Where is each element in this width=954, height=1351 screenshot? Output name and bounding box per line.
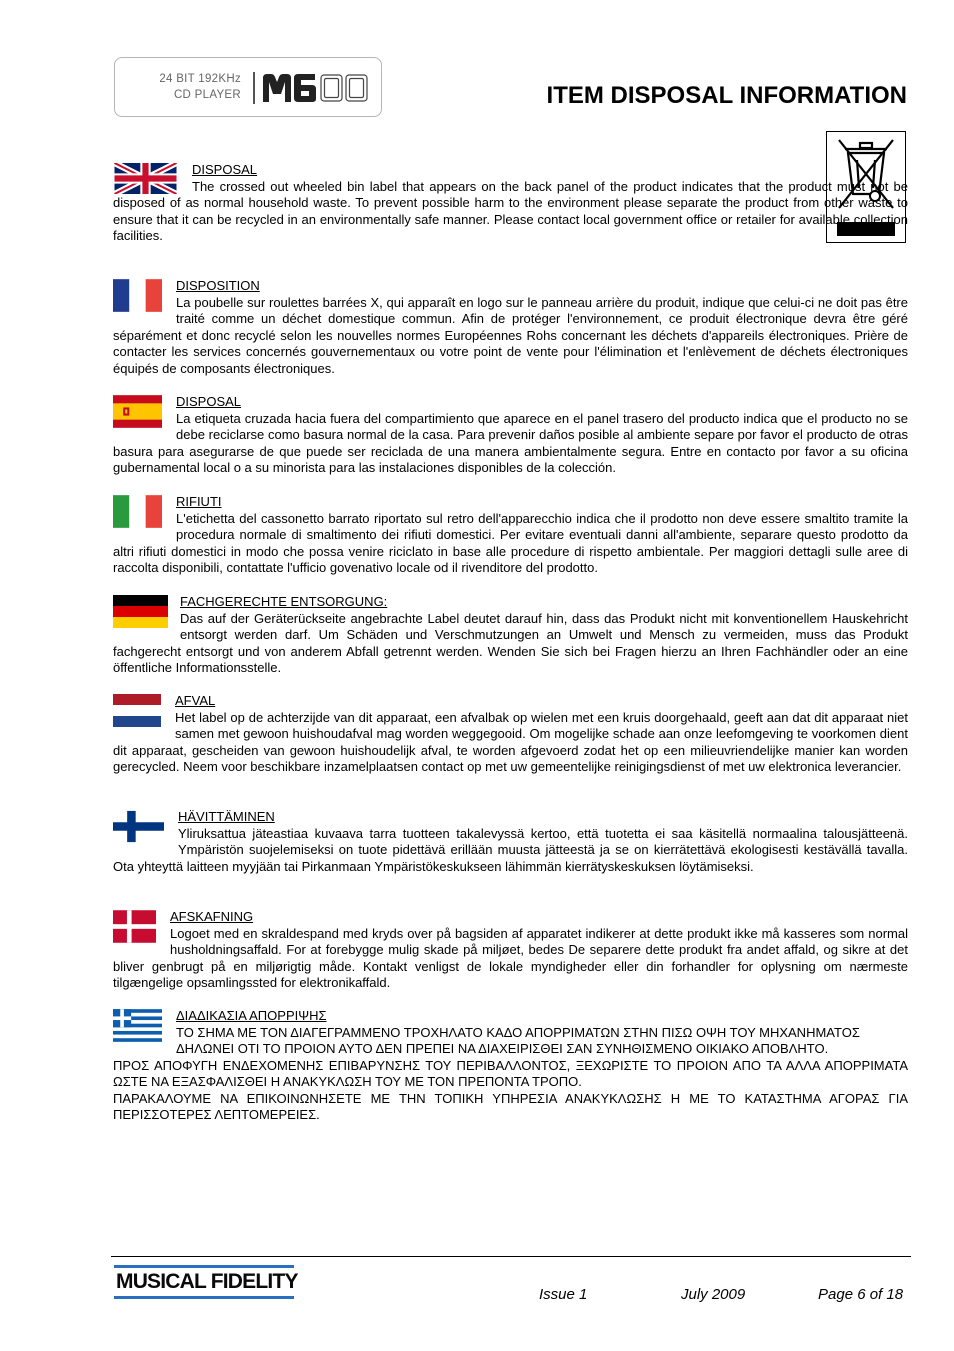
logo-type-line: CD PLAYER: [173, 89, 241, 101]
section-body: Das auf der Geräterückseite angebrachte Label deutet darauf hin, dass das Produkt nicht mit konventionellem Hauskehricht entsorgt werden darf. Um Schäden und Verschmutzungen an Umwelt und Mensch zu vermeiden, muss das Produkt fachgerecht entsorgt und von anderem Abfall getrennt werden. Wenden Sie sich bei Fragen hierzu an Ihren Fachhändler oder an eine öffentliche Informationsstelle.: [113, 610, 908, 675]
footer-date: July 2009: [681, 1286, 746, 1303]
germany-flag-icon: [113, 595, 168, 628]
uk-flag-icon: [113, 163, 178, 194]
section-danish: [113, 909, 908, 992]
section-body: Yliruksattua jäteastiaa kuvaava tarra tuotteen takalevyssä kertoo, että tuotetta ei saa käsitellä normaalina talousjätteenä. Ympäristön suojelemiseksi on tuote pidettävä erillään muusta jätteestä ja se on kierrätettävä ekologisesti kestävällä tavalla. Ota yhteyttä laitteen myyjään tai Pirkanmaan Ympäristökeskukseen lähimmän kierrätyskeskuksen löytämiseksi.: [113, 825, 908, 874]
netherlands-flag-icon: [113, 694, 161, 727]
section-english: [113, 162, 908, 245]
section-body-line: ΔΗΛΩΝΕΙ ΟΤΙ ΤΟ ΠΡΟΙΟΝ ΑΥΤΟ ΔΕΝ ΠΡΕΠΕΙ ΝΑ ΔΙΑΧΕΙΡΙΣΘΕΙ ΣΑΝ ΣΥΝΗΘΙΣΜΕΝΟ ΟΙΚΙΑΚΟ ΑΠΟΒΛΗΤΟ.: [176, 1041, 829, 1056]
page-title: ITEM DISPOSAL INFORMATION: [546, 82, 907, 109]
section-body: Het label op de achterzijde van dit apparaat, een afvalbak op wielen met een kruis doorgehaald, geeft aan dat dit apparaat niet samen met gewoon huishoudafval mag worden weggegooid. Om mogelijke schade aan onze leefomgeving te voorkomen dient dit apparaat, gescheiden van gewoon huishoudelijk afval, te worden afgevoerd zodat het op een milieuvriendelijke manier kan worden gerecycled. Neem voor beschikbare inzamelplaatsen contact op met uw gemeentelijke reinigingsdienst of met uw elektronica leverancier.: [113, 709, 908, 774]
italy-flag-icon: [113, 495, 162, 528]
product-logo: [114, 57, 382, 117]
section-body: The crossed out wheeled bin label that appears on the back panel of the product indicates that the product must not be disposed of as normal household waste. To prevent possible harm to the environment please separate the product from other waste to ensure that it can be recycled in an environmentally safe manner. Please contact local government office or retailer for available collection facilities.: [113, 178, 908, 243]
section-german: [113, 594, 908, 677]
section-heading: ΔΙΑΔΙΚΑΣΙΑ ΑΠΟΡΡΙΨΗΣ: [176, 1008, 327, 1023]
section-greek: [113, 1008, 908, 1124]
section-body-line: ΠΑΡΑΚΑΛΟΥΜΕ ΝΑ ΕΠΙΚΟΙΝΩΝΗΣΕΤΕ ΜΕ ΤΗΝ ΤΟΠΙΚΗ ΥΠΗΡΕΣΙΑ ΑΝΑΚΥΚΛΩΣΗΣ Η ΜΕ ΤΟ ΚΑΤΑΣΤΗΜΑ ΑΓΟΡΑΣ ΓΙΑ ΠΕΡΙΣΣΟΤΕΡΕΣ ΛΕΠΤΟΜΕΡΕΙΕΣ.: [113, 1090, 908, 1122]
brand-name: MUSICAL FIDELITY: [116, 1270, 298, 1293]
denmark-flag-icon: [113, 910, 156, 943]
m6cd-logo-mark: [261, 72, 371, 104]
section-body-line: ΠΡΟΣ ΑΠΟΦΥΓΗ ΕΝΔΕΧΟΜΕΝΗΣ ΕΠΙΒΑΡΥΝΣΗΣ ΤΟΥ ΠΕΡΙΒΑΛΛΟΝΤΟΣ, ΞΕΧΩΡΙΣΤΕ ΤΟ ΠΡΟΙΟΝ ΑΠΟ ΤΑ ΑΛΛΑ ΑΠΟΡΡΙΜΑΤΑ ΩΣΤΕ ΝΑ ΕΞΑΣΦΑΛΙΣΘΕΙ Η ΑΝΑΚΥΚΛΩΣΗ ΤΟΥ ΜΕ ΤΟΝ ΠΡΕΠΟΝΤΑ ΤΡΟΠΟ.: [113, 1057, 908, 1089]
section-body: ΤΟ ΣΗΜΑ ΜΕ ΤΟΝ ΔΙΑΓΕΓΡΑΜΜΕΝΟ ΤΡΟΧΗΛΑΤΟ ΚΑΔΟ ΑΠΟΡΡΙΜΑΤΩΝ ΣΤΗΝ ΠΙΣΩ ΟΨΗ ΤΟΥ ΜΗΧΑΝΗΜΑΤΟΣ: [176, 1024, 860, 1040]
section-heading: DISPOSAL: [192, 162, 258, 177]
section-body: La poubelle sur roulettes barrées X, qui apparaît en logo sur le panneau arrière du produit, indique que celui-ci ne doit pas être traité comme un déchet domestique commun. Afin de protéger l'environnement, ce produit électronique devra être géré séparément et donc recyclé selon les nouvelles normes Européennes Rohs concernant les déchets d'appareils électroniques. Prière de contacter les services concernés gouvernementaux ou votre point de vente pour l'élimination et l'enlèvement de déchets électroniques équipés de composants électroniques.: [113, 294, 908, 376]
france-flag-icon: [113, 279, 162, 312]
section-heading: DISPOSAL: [176, 394, 242, 409]
logo-spec-line: 24 BIT 192KHz: [159, 73, 241, 85]
section-heading: AFSKAFNING: [170, 909, 254, 924]
logo-divider: [253, 72, 255, 104]
section-heading: RIFIUTI: [176, 494, 222, 509]
section-heading: DISPOSITION: [176, 278, 260, 293]
section-body: L'etichetta del cassonetto barrato riportato sul retro dell'apparecchio indica che il prodotto non deve essere smaltito tramite la procedura normale di smaltimento dei rifiuti domestici. Per evitare eventuali danni all'ambiente, separare questo prodotto da altri rifiuti domestici in modo che possa venire riciclato in base alle procedure di rispetto ambientale. Per maggiori dettagli sulle aree di raccolta disponibili, contattate l'ufficio govenativo locale od il rivenditore del prodotto.: [113, 510, 908, 575]
section-body: Logoet med en skraldespand med kryds over på bagsiden af apparatet indikerer at dette produkt ikke må kasseres som normal husholdningsaffald. For at forebygge mulig skade på miljøet, bedes De separere dette produkt fra andet affald, og sikre at det bliver genbrugt på en miljørigtig måde. Kontakt venligst de lokale myndigheder eller din forhandler for oplysning om nærmeste tilgængelige opsamlingssted for elektronikaffald.: [113, 925, 908, 990]
section-heading: HÄVITTÄMINEN: [178, 809, 275, 824]
section-french: [113, 278, 908, 377]
brand-logo: [114, 1265, 298, 1299]
section-italian: [113, 494, 908, 577]
greece-flag-icon: [113, 1009, 162, 1042]
footer-page-number: Page 6 of 18: [818, 1286, 904, 1303]
section-heading: AFVAL: [175, 693, 216, 708]
section-finnish: [113, 809, 908, 875]
finland-flag-icon: [113, 810, 164, 843]
footer-issue: Issue 1: [539, 1286, 588, 1303]
section-body: La etiqueta cruzada hacia fuera del compartimiento que aparece en el panel trasero del producto indica que el producto no se debe reciclarse como basura normal de la casa. Para prevenir daños posible al ambiente separe por favor el producto de otras basura para asegurarse de que puede ser reciclada de una manera ambientalmente segura. Entre en contacto por favor a su oficina gubernamental local o a su minorista para las instalaciones disponibles de la colección.: [113, 410, 908, 475]
spain-flag-icon: [113, 395, 162, 428]
brand-bar-bottom: [114, 1296, 294, 1299]
section-dutch: [113, 693, 908, 776]
section-heading: FACHGERECHTE ENTSORGUNG:: [180, 594, 388, 609]
section-spanish: [113, 394, 908, 477]
footer-divider: [111, 1256, 911, 1257]
